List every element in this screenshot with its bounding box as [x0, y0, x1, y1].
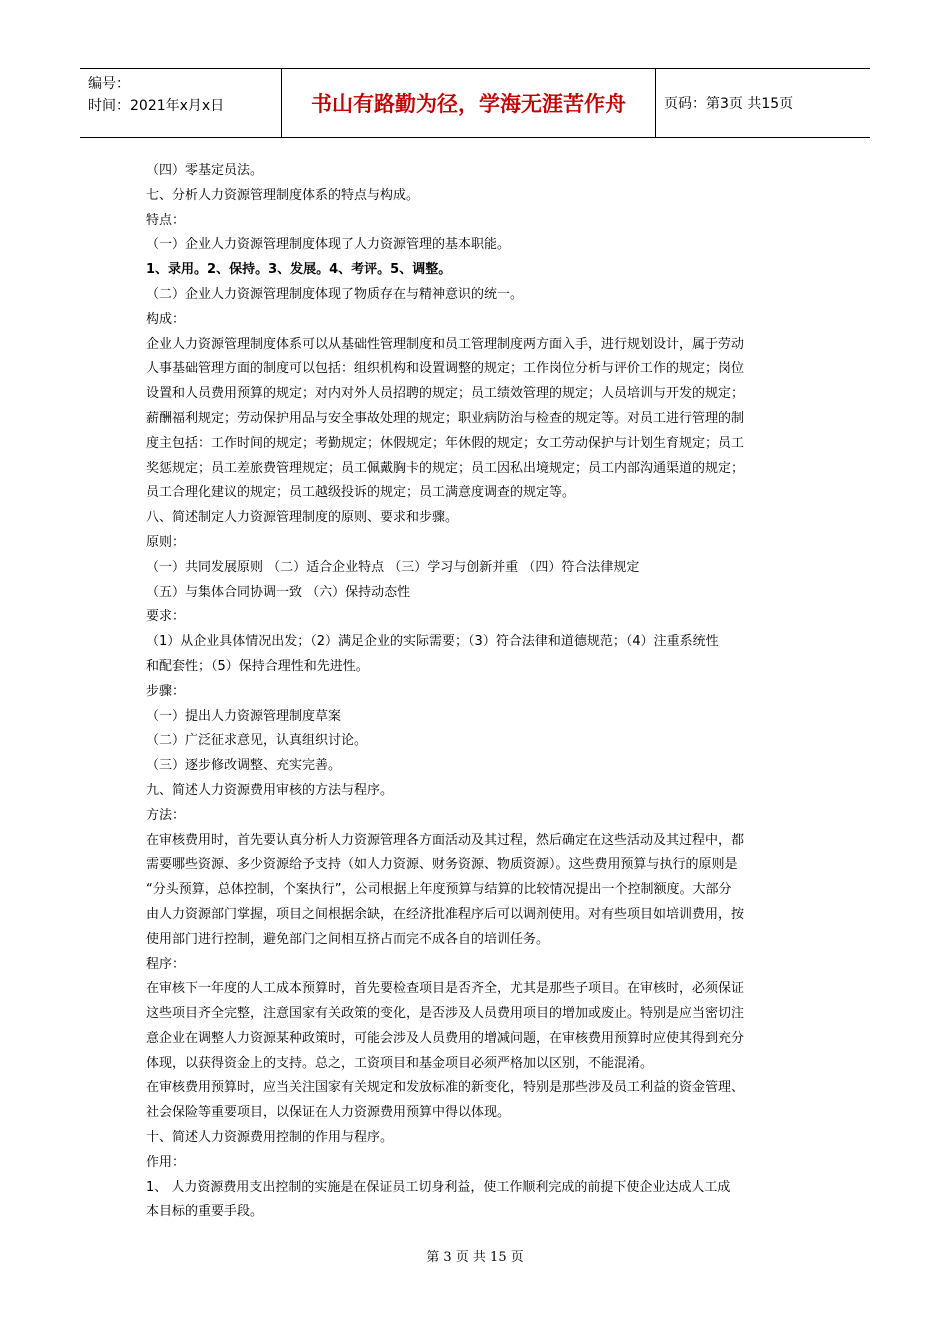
text-line: 在审核下一年度的人工成本预算时，首先要检查项目是否齐全，尤其是那些子项目。在审核时，必须保证: [146, 981, 745, 997]
text-line: 十、简述人力资源费用控制的作用与程序。: [146, 1130, 394, 1146]
text-line: （二）广泛征求意见，认真组织讨论。: [146, 733, 368, 749]
text-line: 在审核费用预算时，应当关注国家有关规定和发放标准的新变化，特别是那些涉及员工利益的资金管理、: [146, 1080, 745, 1096]
text-line: 需要哪些资源、多少资源给予支持（如人力资源、财务资源、物质资源）。这些费用预算与执行的原则是: [146, 857, 738, 873]
text-line: 使用部门进行控制，避免部门之间相互挤占而完不成各自的培训任务。: [146, 931, 550, 947]
text-line: 方法：: [146, 807, 186, 823]
text-line: 要求：: [146, 609, 186, 625]
text-line: 1、 人力资源费用支出控制的实施是在保证员工切身利益，使工作顺利完成的前提下使企业达成人工成: [146, 1179, 731, 1195]
text-line: 原则：: [146, 534, 186, 550]
text-line: 在审核费用时，首先要认真分析人力资源管理各方面活动及其过程，然后确定在这些活动及其过程中，都: [146, 832, 745, 848]
text-line: 1、录用。2、保持。3、发展。4、考评。5、调整。: [146, 262, 452, 278]
text-line: “分头预算，总体控制，个案执行”，公司根据上年度预算与结算的比较情况提出一个控制额度。大部分: [146, 882, 732, 898]
text-line: 人事基础管理方面的制度可以包括：组织机构和设置调整的规定；工作岗位分析与评价工作的规定；岗位: [146, 361, 745, 377]
page-footer: 第 3 页 共 15 页: [426, 1250, 524, 1265]
text-line: （四）零基定员法。: [146, 163, 264, 178]
text-line: 企业人力资源管理制度体系可以从基础性管理制度和员工管理制度两方面入手，进行规划设计，属于劳动: [146, 336, 745, 352]
text-line: 本目标的重要手段。: [146, 1204, 264, 1220]
text-line: （一）共同发展原则 （二）适合企业特点 （三）学习与创新并重 （四）符合法律规定: [146, 559, 640, 575]
document-date: 时间：2021年x月x日: [88, 98, 225, 114]
text-line: 体现，以获得资金上的支持。总之，工资项目和基金项目必须严格加以区别，不能混淆。: [146, 1055, 654, 1071]
text-line: （1）从企业具体情况出发；（2）满足企业的实际需要；（3）符合法律和道德规范；（4）注重系统性: [146, 634, 719, 650]
header-motto: 书山有路勤为径，学海无涯苦作舟: [282, 69, 656, 137]
text-line: 薪酬福利规定；劳动保护用品与安全事故处理的规定；职业病防治与检查的规定等。对员工进行管理的制: [146, 410, 745, 426]
text-line: 特点：: [146, 212, 186, 228]
text-line: 意企业在调整人力资源某种政策时，可能会涉及人员费用的增减问题，在审核费用预算时应使其得到充分: [146, 1030, 745, 1046]
header-page-info: 页码：第3页 共15页: [664, 96, 794, 112]
text-line: 步骤：: [146, 683, 186, 699]
text-line: 奖惩规定；员工差旅费管理规定；员工佩戴胸卡的规定；员工因私出境规定；员工内部沟通渠道的规定；: [146, 460, 745, 476]
text-line: 程序：: [146, 956, 186, 972]
text-line: 七、分析人力资源管理制度体系的特点与构成。: [146, 187, 420, 203]
text-line: （二）企业人力资源管理制度体现了物质存在与精神意识的统一。: [146, 286, 524, 302]
header-meta: [80, 69, 282, 137]
document-body: [146, 159, 810, 1225]
text-line: 员工合理化建议的规定；员工越级投诉的规定；员工满意度调查的规定等。: [146, 485, 576, 501]
text-line: 作用：: [146, 1154, 186, 1170]
document-number: 编号：: [88, 76, 130, 92]
text-line: 由人力资源部门掌握，项目之间根据余缺，在经济批准程序后可以调剂使用。对有些项目如培训费用，按: [146, 906, 745, 922]
text-line: （三）逐步修改调整、充实完善。: [146, 758, 342, 774]
text-line: （一）企业人力资源管理制度体现了人力资源管理的基本职能。: [146, 237, 511, 253]
text-line: 社会保险等重要项目，以保证在人力资源费用预算中得以体现。: [146, 1105, 511, 1121]
text-line: 度主包括：工作时间的规定；考勤规定；休假规定；年休假的规定；女工劳动保护与计划生育规定；员工: [146, 435, 745, 451]
text-line: 和配套性；（5）保持合理性和先进性。: [146, 658, 369, 674]
text-line: （五）与集体合同协调一致 （六）保持动态性: [146, 584, 411, 600]
text-line: 这些项目齐全完整，注意国家有关政策的变化，是否涉及人员费用项目的增加或废止。特别是应当密切注: [146, 1006, 745, 1022]
text-line: 八、简述制定人力资源管理制度的原则、要求和步骤。: [146, 510, 459, 526]
text-line: 构成：: [146, 311, 186, 327]
page-header: [80, 68, 870, 138]
text-line: 九、简述人力资源费用审核的方法与程序。: [146, 782, 394, 798]
text-line: 设置和人员费用预算的规定；对内对外人员招聘的规定；员工绩效管理的规定；人员培训与开发的规定；: [146, 386, 745, 402]
text-line: （一）提出人力资源管理制度草案: [146, 708, 342, 724]
